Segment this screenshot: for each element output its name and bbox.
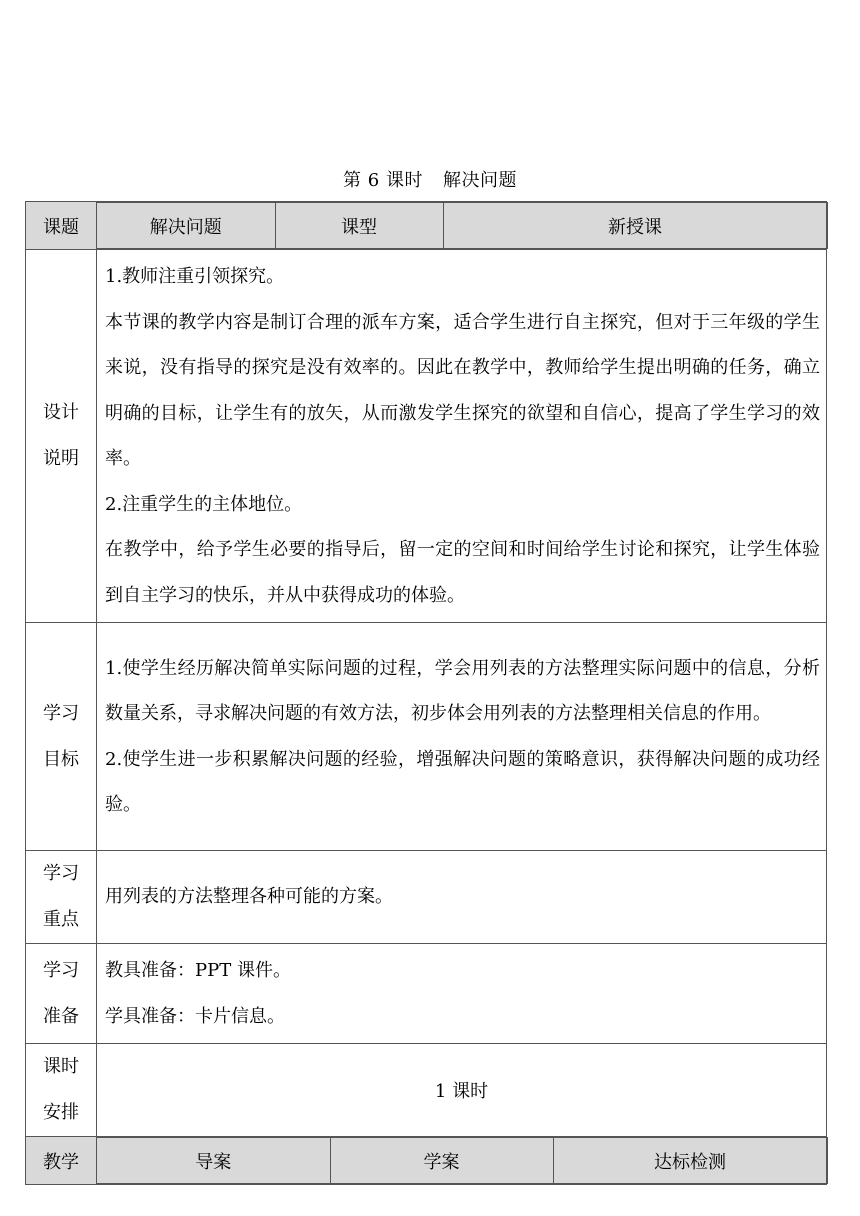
lesson-number: 第 6 课时 <box>343 170 423 191</box>
header-row-rest <box>97 202 827 250</box>
lesson-topic: 解决问题 <box>442 170 517 191</box>
design-point-2: 2.注重学生的主体地位。 <box>105 493 303 515</box>
schedule-content: 1 课时 <box>97 1044 827 1137</box>
goals-content <box>97 623 827 851</box>
prep-student-tools: 学具准备：卡片信息。 <box>105 1005 285 1027</box>
lesson-plan-table <box>25 201 827 1185</box>
header-row <box>26 202 827 250</box>
header-cell-type: 新授课 <box>443 203 827 249</box>
teaching-header-rest <box>97 1137 827 1185</box>
prep-row <box>26 944 827 1044</box>
schedule-row <box>26 1044 827 1137</box>
goal-2: 2.使学生进一步积累解决问题的经验，增强解决问题的策略意识，获得解决问题的成功经验。 <box>105 748 820 815</box>
goals-label: 学习 目标 <box>26 623 97 851</box>
header-cell-type-label: 课型 <box>275 203 443 249</box>
document-title <box>0 166 860 192</box>
goals-row <box>26 623 827 851</box>
focus-content: 用列表的方法整理各种可能的方案。 <box>97 851 827 944</box>
design-paragraph-1: 本节课的教学内容是制订合理的派车方案，适合学生进行自主探究，但对于三年级的学生来说，没有指导的探究是没有效率的。因此在教学中，教师给学生提出明确的任务，确立明确的目标，让学生有的放矢，从而激发学生探究的欲望和自信心，提高了学生学习的效率。 <box>105 311 820 469</box>
design-paragraph-2: 在教学中，给予学生必要的指导后，留一定的空间和时间给学生讨论和探究，让学生体验到自主学习的快乐，并从中获得成功的体验。 <box>105 539 820 606</box>
assessment-header: 达标检测 <box>553 1138 827 1184</box>
header-cell-subject: 解决问题 <box>97 203 275 249</box>
teaching-header-row <box>26 1137 827 1185</box>
design-point-1: 1.教师注重引领探究。 <box>105 266 285 287</box>
focus-row <box>26 851 827 944</box>
prep-content <box>97 944 827 1044</box>
design-label: 设计 说明 <box>26 250 97 623</box>
teaching-label: 教学 <box>26 1137 97 1185</box>
prep-label: 学习 准备 <box>26 944 97 1044</box>
goal-1: 1.使学生经历解决简单实际问题的过程，学会用列表的方法整理实际问题中的信息，分析数量关系，寻求解决问题的有效方法，初步体会用列表的方法整理相关信息的作用。 <box>105 657 820 724</box>
schedule-label: 课时 安排 <box>26 1044 97 1137</box>
guide-plan-header: 导案 <box>97 1138 330 1184</box>
header-cell-subject-label: 课题 <box>26 202 97 250</box>
design-row <box>26 250 827 623</box>
design-content <box>97 250 827 623</box>
study-plan-header: 学案 <box>330 1138 553 1184</box>
prep-teacher-tools: 教具准备：PPT 课件。 <box>105 960 291 981</box>
focus-label: 学习 重点 <box>26 851 97 944</box>
